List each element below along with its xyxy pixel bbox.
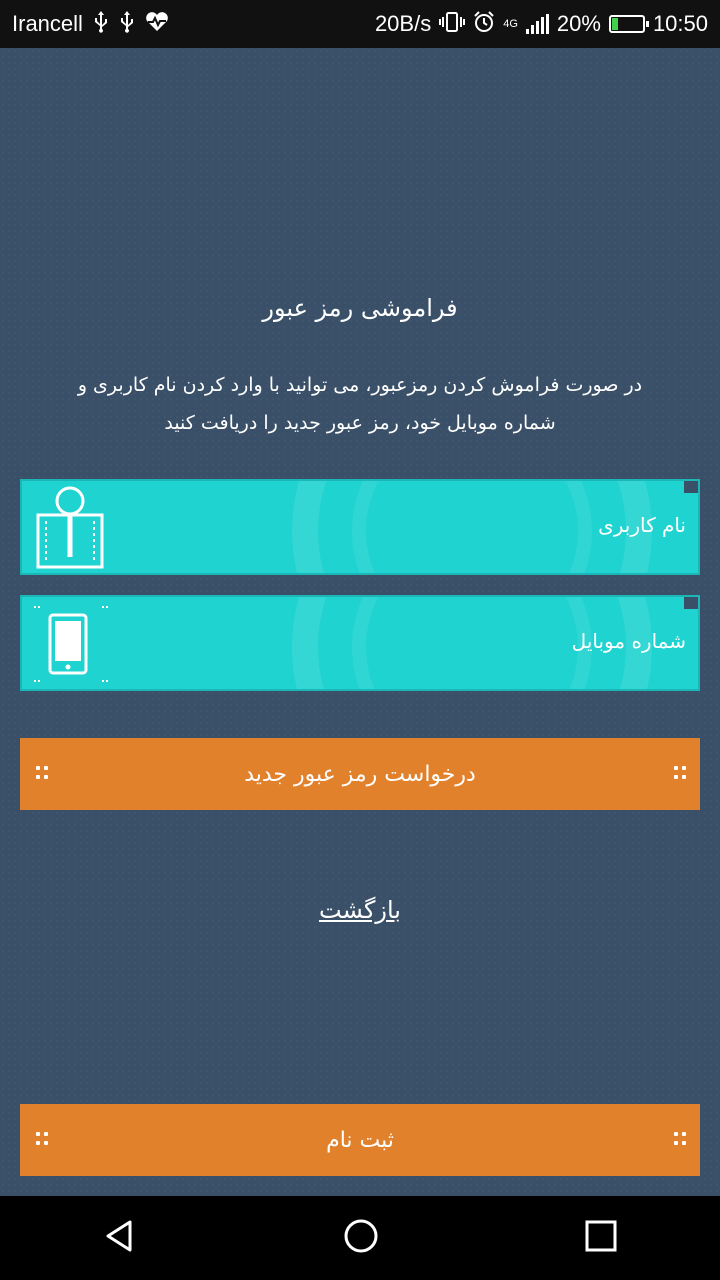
battery-icon: [609, 15, 645, 33]
home-nav-icon[interactable]: [342, 1217, 380, 1259]
usb-icon: [93, 11, 109, 37]
register-label: ثبت نام: [326, 1127, 394, 1153]
recents-nav-icon[interactable]: [584, 1219, 618, 1257]
field-notch: [684, 597, 698, 609]
carrier-name: Irancell: [12, 11, 83, 36]
field-decoration: [352, 595, 592, 691]
field-decoration: [352, 479, 592, 575]
back-nav-icon[interactable]: [102, 1218, 138, 1258]
mobile-placeholder: شماره موبایل: [571, 629, 686, 653]
mobile-field[interactable]: [20, 595, 700, 691]
grip-icon: [672, 1132, 686, 1146]
grip-icon: [34, 1132, 48, 1146]
back-link[interactable]: بازگشت: [319, 896, 401, 924]
clock: 10:50: [652, 11, 708, 36]
username-field[interactable]: [20, 479, 700, 575]
forgot-password-screen: [0, 48, 720, 1196]
net-speed: 20B/s: [374, 11, 432, 36]
mobile-icon: [32, 601, 116, 687]
status-bar: [0, 0, 720, 48]
user-icon: [32, 485, 116, 571]
usb-icon: [119, 11, 135, 37]
username-placeholder: نام کاربری: [598, 513, 686, 537]
grip-icon: [34, 766, 48, 780]
heart-rate-icon: [145, 12, 169, 36]
grip-icon: [672, 766, 686, 780]
request-new-password-button[interactable]: [20, 738, 700, 810]
navigation-bar: [0, 1196, 720, 1280]
field-notch: [684, 481, 698, 493]
network-type: 4G: [503, 17, 518, 30]
battery-percent: 20%: [556, 11, 601, 36]
register-button[interactable]: [20, 1104, 700, 1176]
request-new-password-label: درخواست رمز عبور جدید: [244, 761, 476, 787]
alarm-icon: [473, 11, 495, 37]
vibrate-icon: [439, 11, 465, 37]
page-description: در صورت فراموش کردن رمزعبور، می توانید با وارد کردن نام کاربری و شماره موبایل خود، رمز عبور جدید را دریافت کنید: [77, 374, 643, 434]
signal-icon: [526, 14, 549, 34]
page-title: فراموشی رمز عبور: [262, 294, 458, 322]
